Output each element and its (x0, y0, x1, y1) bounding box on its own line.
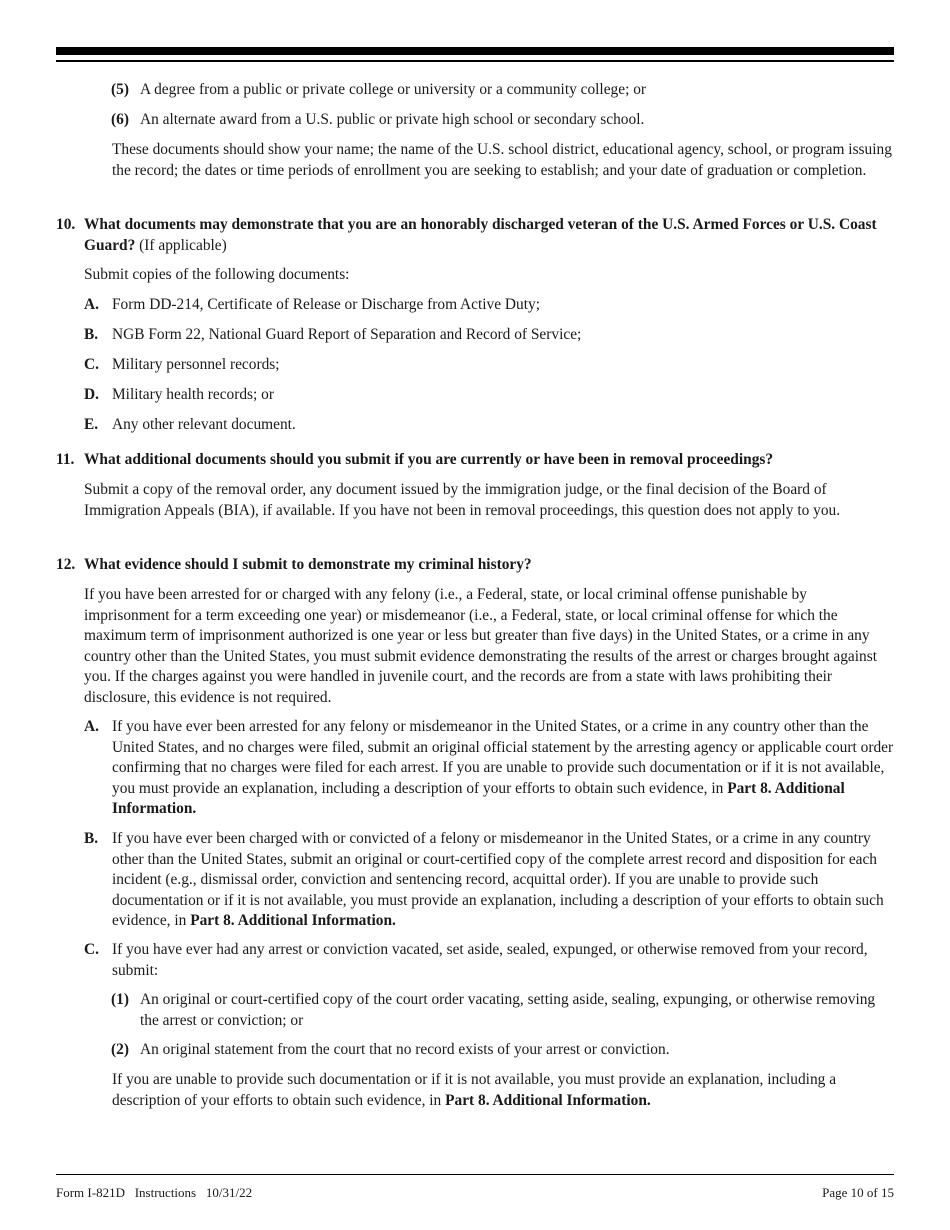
q10-item-c-label: C. (84, 356, 99, 373)
q10-question-bold: What documents may demonstrate that you are an honorably discharged veteran of the U.S. Armed Forces or U.S. Coast Guard? (84, 216, 877, 254)
q10-question-tail: (If applicable) (135, 236, 227, 254)
footer-form-id: Form I-821D Instructions 10/31/22 (56, 1185, 253, 1200)
item-6-text: An alternate award from a U.S. public or private high school or secondary school. (140, 111, 645, 128)
q12-item-c-note (112, 1070, 896, 1111)
q10-item-a-text: Form DD-214, Certificate of Release or Discharge from Active Duty; (112, 296, 540, 313)
item-5-text: A degree from a public or private college or university or a community college; or (140, 81, 647, 98)
q12-item-b-text (112, 829, 896, 932)
footer-rule (56, 1174, 894, 1175)
q10-item-c-text: Military personnel records; (112, 356, 280, 373)
q10-intro: Submit copies of the following documents: (84, 266, 350, 283)
q10-item-e-label: E. (84, 416, 99, 433)
header-thin-rule (56, 60, 894, 62)
q12-item-c-label: C. (84, 941, 99, 958)
q12-item-a-text (112, 717, 896, 820)
item-6-label: (6) (111, 111, 129, 128)
q11-number: 11. (56, 451, 75, 468)
q10-item-e-text: Any other relevant document. (112, 416, 296, 433)
q12-item-c-note-ref: Part 8. Additional Information. (445, 1091, 651, 1109)
q10-question (84, 215, 890, 256)
q12-item-c2-text: An original statement from the court that no record exists of your arrest or conviction. (140, 1041, 670, 1058)
q12-number: 12. (56, 556, 76, 573)
q10-item-d-text: Military health records; or (112, 386, 274, 403)
q12-item-c-text: If you have ever had any arrest or conviction vacated, set aside, sealed, expunged, or otherwise removed from your record, submit: (112, 941, 868, 979)
q12-item-a-label: A. (84, 718, 99, 735)
q12-item-a-body: If you have ever been arrested for any felony or misdemeanor in the United States, or a crime in any country other than the United States, and no charges were filed, submit an original official statement by the arresting agency or applicable court order confirming that no charges were filed for each arrest. If you are unable to provide such documentation or if it is not available, you must provide an explanation, including a description of your efforts to obtain such evidence, in (112, 718, 894, 797)
q10-item-a-label: A. (84, 296, 99, 313)
item-5-label: (5) (111, 81, 129, 98)
q10-item-b-text: NGB Form 22, National Guard Report of Separation and Record of Service; (112, 326, 582, 343)
q12-item-c-note-body: If you are unable to provide such documentation or if it is not available, you must provide an explanation, including a description of your efforts to obtain such evidence, in (112, 1071, 837, 1109)
q12-item-b-ref: Part 8. Additional Information. (190, 912, 396, 930)
q12-item-c1-text: An original or court-certified copy of the court order vacating, setting aside, sealing, expunging, or otherwise removing the arrest or conviction; or (140, 991, 876, 1029)
q12-item-c1-label: (1) (111, 991, 129, 1008)
q12-intro: If you have been arrested for or charged with any felony (i.e., a Federal, state, or local criminal offense punishable by imprisonment for a term exceeding one year) or misdemeanor (i.e., a Federal, state, or local criminal offense for which the maximum term of imprisonment authorized is one year or less but greater than five days) in the United States, or a crime in any country other than the United States, you must submit evidence demonstrating the results of the arrest or charges brought against you. If the charges against you were handled in juvenile court, and the records are from a state with laws prohibiting their disclosure, this evidence is not required. (84, 586, 878, 706)
q12-item-a-ref: Part 8. Additional Information. (112, 779, 845, 818)
q11-question: What additional documents should you submit if you are currently or have been in removal proceedings? (84, 451, 774, 468)
q12-item-c2-label: (2) (111, 1041, 129, 1058)
q10-number: 10. (56, 216, 76, 233)
q12-item-b-body: If you have ever been charged with or convicted of a felony or misdemeanor in the United States, or a crime in any country other than the United States, submit an original or court-certified copy of the complete arrest record and disposition for each incident (e.g., dismissal order, conviction and sentencing record, acquittal order). If you are unable to provide such documentation or if it is not available, you must provide an explanation, including a description of your efforts to obtain such evidence, in (112, 830, 884, 930)
q11-answer: Submit a copy of the removal order, any document issued by the immigration judge, or the final decision of the Board of Immigration Appeals (BIA), if available. If you have not been in removal proceedings, this question does not apply to you. (84, 481, 841, 519)
footer-page-number: Page 10 of 15 (822, 1185, 894, 1200)
header-thick-rule (56, 47, 894, 55)
education-note: These documents should show your name; the name of the U.S. school district, educational agency, school, or program issuing the record; the dates or time periods of enrollment you are seeking to establish; and your date of graduation or completion. (112, 141, 892, 179)
q12-question: What evidence should I submit to demonstrate my criminal history? (84, 556, 532, 573)
q12-item-b-label: B. (84, 830, 99, 847)
q10-item-d-label: D. (84, 386, 99, 403)
q10-item-b-label: B. (84, 326, 99, 343)
